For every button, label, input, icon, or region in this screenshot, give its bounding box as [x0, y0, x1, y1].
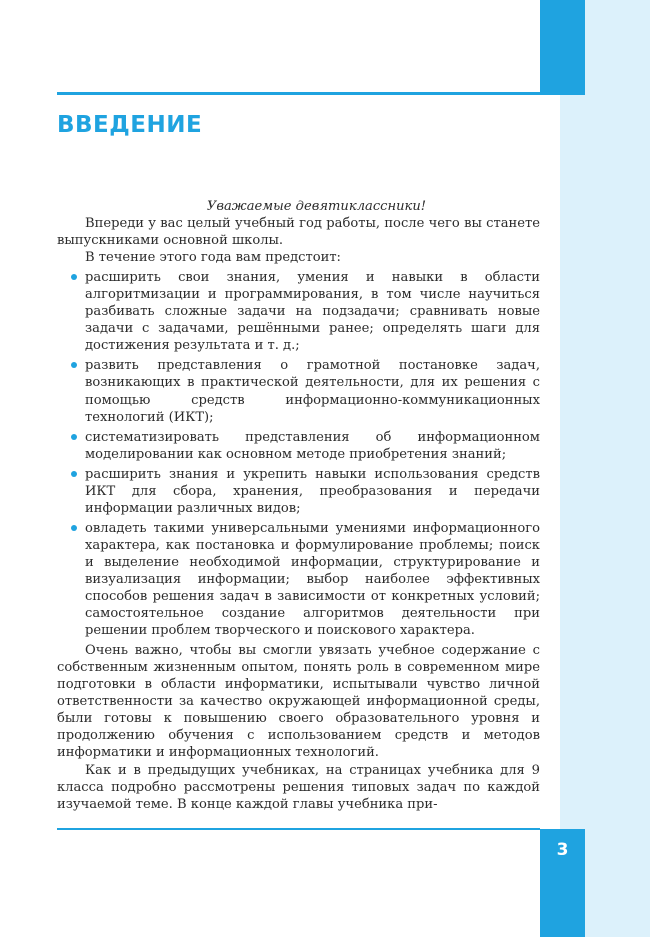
- goals-list: [57, 269, 540, 639]
- textbooks-paragraph: Как и в предыдущих учебниках, на страницах учебника для 9 класса подробно рассмотрены решения типовых задач по каждой изучаемой теме. В конце каждой главы учебника при-: [57, 762, 540, 812]
- side-panel-light: [560, 0, 650, 937]
- list-item: [57, 520, 540, 639]
- bottom-rule: [57, 828, 540, 830]
- top-rule: [57, 92, 540, 95]
- page-number: 3: [556, 840, 569, 860]
- list-item-text: систематизировать представления об информационном моделировании как основном методе приобретения знаний;: [85, 429, 540, 462]
- bullet-icon: [71, 525, 77, 531]
- intro-paragraph: Впереди у вас целый учебный год работы, после чего вы станете выпускниками основной школы.: [57, 216, 540, 249]
- bullet-icon: [71, 471, 77, 477]
- chapter-heading: ВВЕДЕНИЕ: [57, 112, 203, 138]
- lead-paragraph: В течение этого года вам предстоит:: [85, 250, 341, 266]
- list-item-text: развить представления о грамотной постановке задач, возникающих в практической деятельности, для их решения с помощью средств информационно-коммуникационных технологий (ИКТ);: [85, 358, 540, 425]
- list-item: [57, 357, 540, 425]
- list-item: [57, 466, 540, 517]
- list-item: [57, 429, 540, 463]
- list-item-text: овладеть такими универсальными умениями информационного характера, как постановка и формулирование проблемы; поиск и выделение необходимой информации, структурирование и визуализация информации; выбор наиболее эффективных способов решения задач в зависимости от конкретных условий; самостоятельное создание алгоритмов деятельности при решении проблем творческого и поискового характера.: [85, 520, 540, 639]
- greeting: Уважаемые девятиклассники!: [206, 199, 427, 214]
- list-item: [57, 269, 540, 354]
- importance-paragraph: Очень важно, чтобы вы смогли увязать учебное содержание с собственным жизненным опытом, понять роль в современном мире подготовки в области информатики, испытывали чувство личной ответственности за качество окружающей информационной среды, были готовы к повышению своего образовательного уровня и продолжению обучения с использованием средств и методов информатики и информационных технологий.: [57, 643, 540, 761]
- list-item-text: расширить свои знания, умения и навыки в области алгоритмизации и программирования, в том числе научиться разбивать сложные задачи на подзадачи; сравнивать новые задачи с задачами, решёнными ранее; определять шаги для достижения результата и т. д.;: [85, 270, 540, 354]
- list-item-text: расширить знания и укрепить навыки использования средств ИКТ для сбора, хранения, преобразования и передачи информации различных видов;: [85, 466, 540, 516]
- bullet-icon: [71, 274, 77, 280]
- bullet-icon: [71, 362, 77, 368]
- body-text: [57, 198, 540, 813]
- side-tab-top: [540, 0, 585, 95]
- bullet-icon: [71, 434, 77, 440]
